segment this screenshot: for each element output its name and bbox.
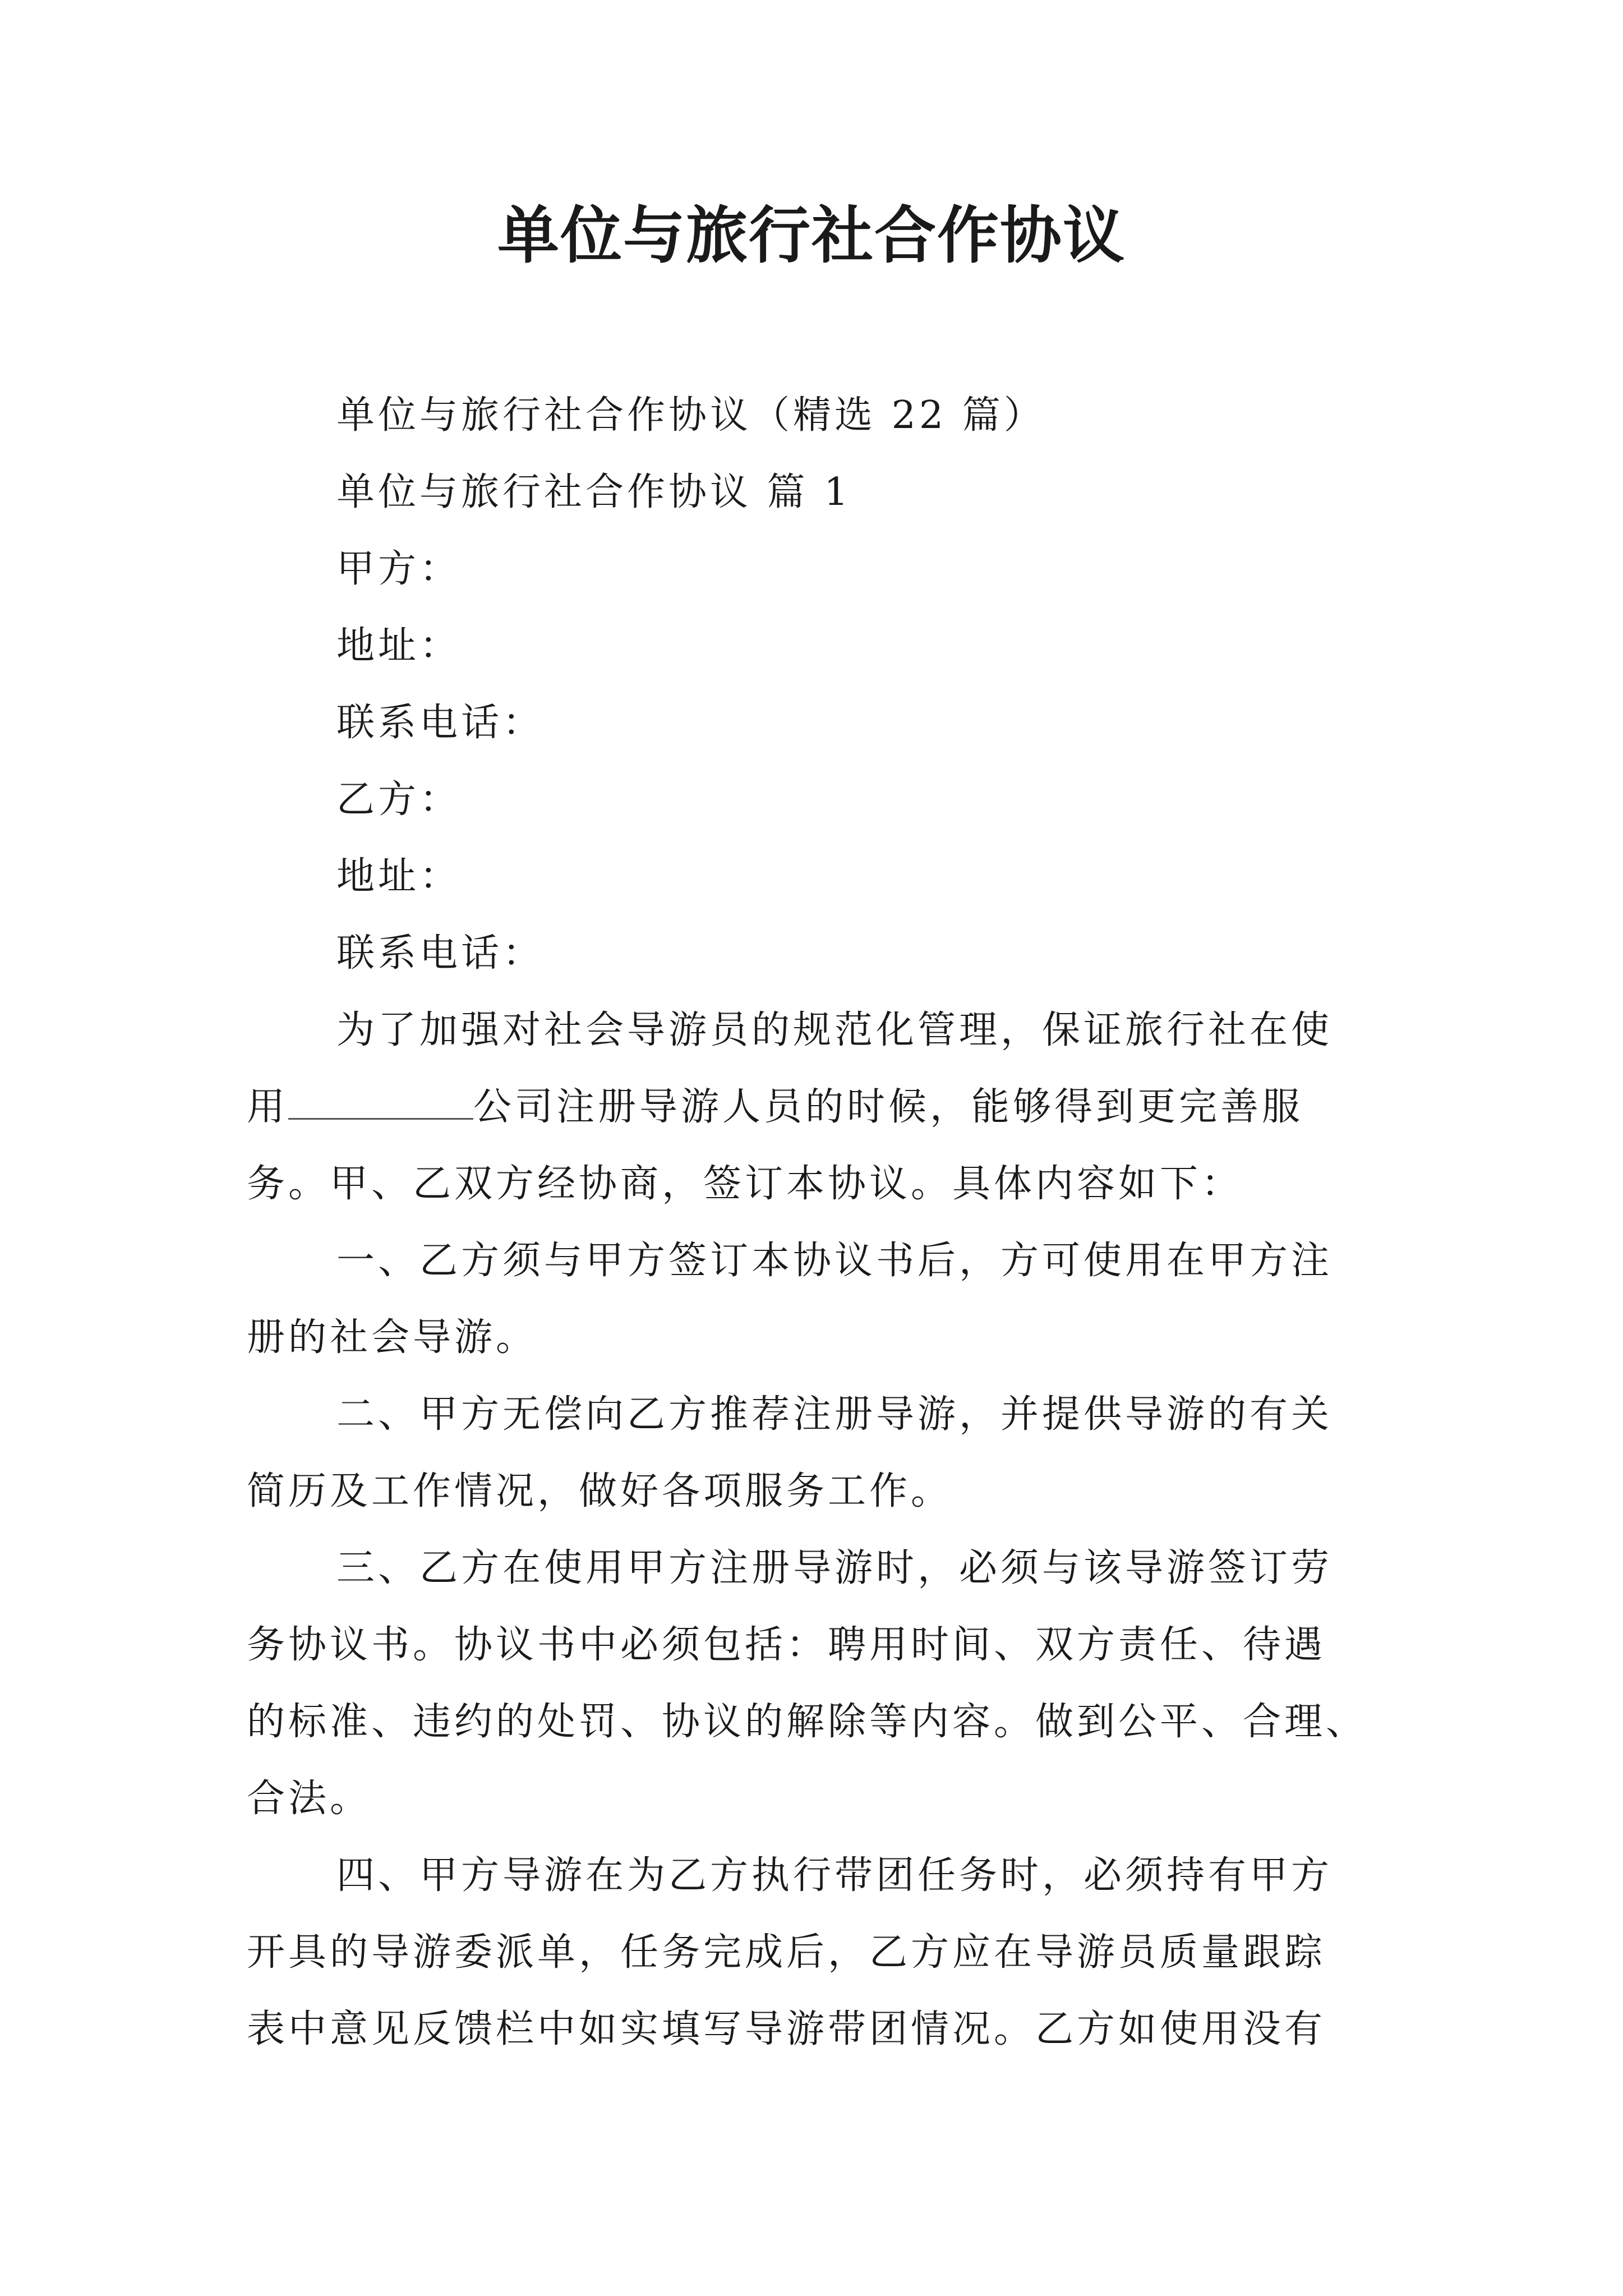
party-a-phone-label: 联系电话： — [336, 701, 545, 745]
clause-line: 合法。 — [247, 1777, 372, 1821]
clause-2 — [247, 1376, 1385, 1530]
clause-line: 务协议书。协议书中必须包括：聘用时间、双方责任、待遇 — [247, 1623, 1326, 1667]
section-heading: 单位与旅行社合作协议 篇 1 — [336, 470, 852, 514]
intro-line — [247, 1069, 1385, 1145]
clause-line: 一、乙方须与甲方签订本协议书后，方可使用在甲方注 — [336, 1239, 1333, 1283]
clause-line: 四、甲方导游在为乙方执行带团任务时，必须持有甲方 — [336, 1853, 1333, 1898]
clause-line: 册的社会导游。 — [247, 1315, 538, 1360]
clause-line: 三、乙方在使用甲方注册导游时，必须与该导游签订劳 — [336, 1546, 1333, 1590]
document-subtitle: 单位与旅行社合作协议（精选 22 篇） — [336, 393, 1045, 438]
intro-paragraph — [247, 992, 1385, 1222]
intro-line: 务。甲、乙双方经协商，签订本协议。具体内容如下： — [247, 1162, 1243, 1206]
clause-1 — [247, 1222, 1385, 1376]
clause-line: 开具的导游委派单，任务完成后，乙方应在导游员质量跟踪 — [247, 1930, 1326, 1975]
clause-line: 二、甲方无偿向乙方推荐注册导游，并提供导游的有关 — [336, 1392, 1333, 1437]
party-a-label: 甲方： — [336, 547, 462, 591]
document-title: 单位与旅行社合作协议 — [497, 199, 1126, 272]
party-a-address-label: 地址： — [336, 624, 462, 668]
clause-line: 的标准、违约的处罚、协议的解除等内容。做到公平、合理、 — [247, 1700, 1368, 1744]
clause-line: 表中意见反馈栏中如实填写导游带团情况。乙方如使用没有 — [247, 2007, 1326, 2051]
clause-line: 简历及工作情况，做好各项服务工作。 — [247, 1469, 953, 1513]
document-body — [247, 377, 1385, 2068]
clause-3 — [247, 1530, 1385, 1837]
intro-line: 为了加强对社会导游员的规范化管理，保证旅行社在使 — [336, 1008, 1333, 1052]
party-b-label: 乙方： — [336, 777, 462, 822]
intro-line-end: 公司注册导游人员的时候，能够得到更完善服 — [473, 1085, 1304, 1129]
intro-line-start: 用 — [247, 1085, 289, 1129]
company-name-blank — [288, 1084, 473, 1120]
party-b-phone-label: 联系电话： — [336, 931, 545, 976]
party-b-address-label: 地址： — [336, 854, 462, 899]
clause-4 — [247, 1837, 1385, 2068]
